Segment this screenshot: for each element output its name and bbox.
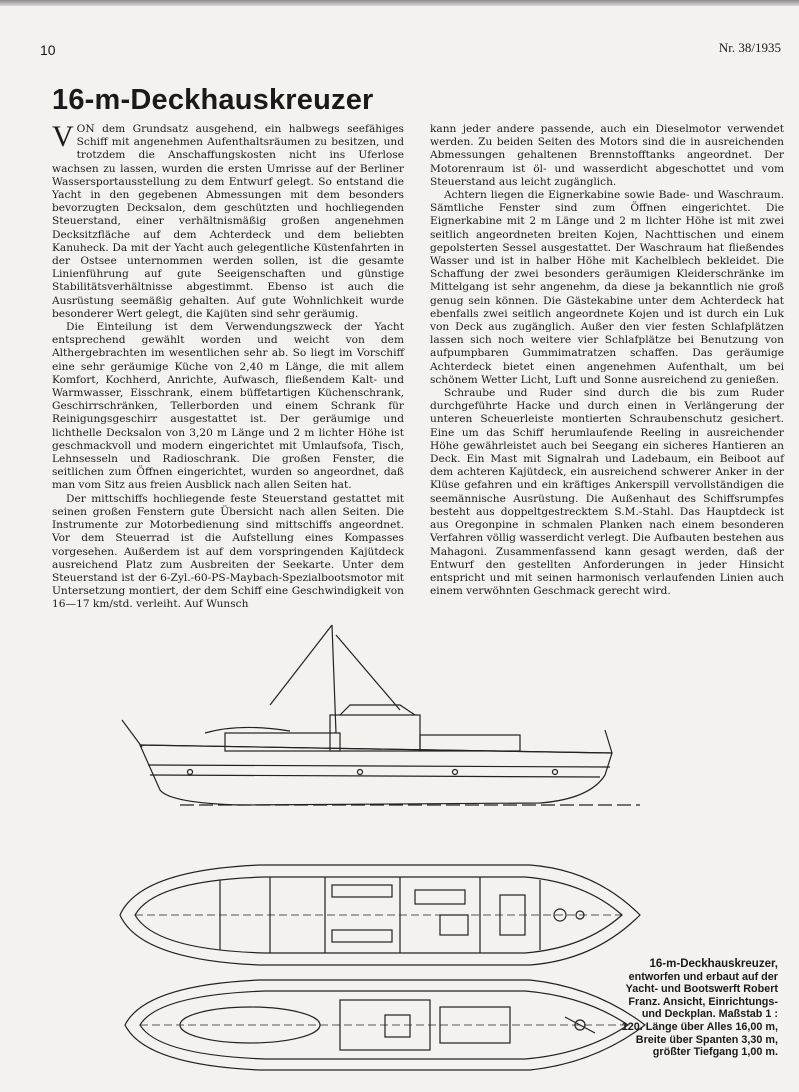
text-column-right bbox=[430, 123, 784, 598]
paragraph: Die Einteilung ist dem Verwendungszweck der Yacht entsprechend gewählt worden und weicht von dem Althergebrachten im wesentlichen sehr ab. So liegt im Vorschiff eine sehr geräumige Küche von 2,40 m Länge, die mit allem Komfort, Kochherd, Anrichte, Aufwasch, fließendem Kalt- und Warmwasser, Eisschrank, einem büffetartigen Küchenschrank, Geschirrschränken, Tellerborden und einem Schrank für Reinigungsgeschirr ausgestattet ist. Der geräumige und lichthelle Decksalon von 3,20 m Länge und 2 m lichter Höhe ist geschmackvoll und modern eingerichtet mit Umlaufsofa, Tisch, Lehnsesseln und Radioschrank. Die großen Fenster, die seitlichen zum Öffnen eingerichtet, wurden so angeordnet, daß man vom Sitz aus freien Ausblick nach allen Seiten hat. bbox=[52, 321, 404, 492]
text-column-left bbox=[52, 120, 404, 612]
interior-plan bbox=[120, 865, 640, 965]
side-elevation bbox=[122, 625, 640, 805]
page-number: 10 bbox=[40, 42, 56, 58]
issue-number: Nr. 38/1935 bbox=[718, 40, 781, 55]
caption-body: entworfen und erbaut auf der Yacht- und Bootswerft Robert Franz. Ansicht, Einrichtungs- und Deckplan. Maßstab 1 : 120. Länge über Alles 16,00 m, Breite über Spanten 3,30 m, größter Tiefgang 1,00 m. bbox=[621, 970, 778, 1059]
page-top-rule bbox=[0, 0, 799, 6]
caption-title: 16-m-Deckhauskreuzer, bbox=[649, 958, 778, 970]
deck-plan bbox=[125, 980, 645, 1070]
paragraph: Achtern liegen die Eignerkabine sowie Bade- und Waschraum. Sämtliche Fenster sind zum Öffnen eingerichtet. Die Eignerkabine mit 2 m Länge und 2 m lichter Höhe ist mit zwei seitlich angeordneten breiten Kojen, Nachttischen und einem gepolsterten Sessel ausgestattet. Der Waschraum hat fließendes Wasser und ist in halber Höhe mit Kachelblech bekleidet. Die Schaffung der zwei besonders geräumigen Kleiderschränke im Mittelgang ist sehr angenehm, da diese ja bekanntlich nie groß genug sein können. Die Gästekabine unter dem Achterdeck hat ebenfalls zwei seitlich angeordnete Kojen und ist durch ein Luk von Deck aus zugänglich. Außer den vier festen Schlafplätzen lassen sich noch weitere vier Schlafplätze bei Benutzung von aufpumpbaren Gummimatratzen schaffen. Das geräumige Achterdeck bietet einen angenehmen Aufenthalt, um bei schönem Wetter Licht, Luft und Sonne ausreichend zu genießen. bbox=[430, 189, 784, 386]
paragraph-intro-text: ON dem Grundsatz ausgehend, ein halbwegs seefähiges Schiff mit angenehmen Aufenthaltsräumen zu besitzen, und trotzdem die Anschaffungskosten nicht ins Uferlose wachsen zu lassen, wurden die ersten Umrisse auf der Berliner Wassersportausstellung zu dem Entwurf gelegt. So entstand die Yacht in den gegebenen Abmessungen mit dem besonders bevorzugten Decksalon, dem geschützten und hochliegenden Steuerstand, einer verhältnismäßig großen angenehmen Decksitzfläche auf dem Achterdeck und dem beliebten Kanuheck. Da mit der Yacht auch gelegentliche Küstenfahrten in der Ostsee unternommen werden sollen, ist die gesamte Linienführung auf gute Seeigenschaften und günstige Stabilitätsverhältnisse abgestimmt. Ebenso ist auch die Ausrüstung seemäßig gehalten. Auf gute Wohnlichkeit wurde besonderer Wert gelegt, die Kajüten sind sehr geräumig. bbox=[52, 123, 404, 320]
figure-caption bbox=[618, 958, 778, 1059]
yacht-plan-drawing bbox=[100, 615, 660, 1090]
paragraph: Schraube und Ruder sind durch die bis zum Ruder durchgeführte Hacke und durch einen in Verlängerung der unteren Scheuerleiste montierten Schraubenschutz gesichert. Eine um das Schiff herumlaufende Reeling in ausreichender Höhe gewährleistet auch bei Seegang ein sicheres Hantieren an Deck. Ein Mast mit Signalrah und Ladebaum, ein Beiboot auf dem achteren Kajütdeck, ein ausreichend schwerer Anker in der Klüse gefahren und ein kräftiges Ankerspill vervollständigen die seemännische Ausrüstung. Die Außenhaut des Schiffsrumpfes besteht aus doppeltgestrecktem S.M.-Stahl. Das Hauptdeck ist aus Oregonpine in schmalen Planken nach einem besonderen Verfahren völlig wasserdicht verlegt. Die Aufbauten bestehen aus Mahagoni. Zusammenfassend kann gesagt werden, daß der Entwurf den gestellten Anforderungen in jeder Hinsicht entspricht und mit seinen harmonisch verlaufenden Linien auch einem verwöhnten Geschmack gerecht wird. bbox=[430, 387, 784, 598]
drop-cap: V bbox=[52, 120, 74, 153]
paragraph: kann jeder andere passende, auch ein Dieselmotor verwendet werden. Zu beiden Seiten des Motors sind die in ausreichenden Abmessungen gehaltenen Brennstofftanks angeordnet. Der Motorenraum ist öl- und wasserdicht abgeschottet und vom Steuerstand aus leicht zugänglich. bbox=[430, 123, 784, 188]
paragraph: Der mittschiffs hochliegende feste Steuerstand gestattet mit seinen großen Fenstern gute Übersicht nach allen Seiten. Die Instrumente zur Motorbedienung sind mittschiffs angeordnet. Vor dem Steuerrad ist die Aufstellung eines Kompasses vorgesehen. Außerdem ist auf dem vorspringenden Kajütdeck ausreichend Platz zum Ausbreiten der Seekarte. Unter dem Steuerstand ist der 6-Zyl.-60-PS-Maybach-Spezialbootsmotor mit Untersetzung montiert, der dem Schiff eine Geschwindigkeit von 16—17 km/std. verleiht. Auf Wunsch bbox=[52, 492, 404, 611]
article-title: 16-m-Deckhauskreuzer bbox=[52, 84, 374, 116]
paragraph-intro bbox=[52, 120, 404, 321]
